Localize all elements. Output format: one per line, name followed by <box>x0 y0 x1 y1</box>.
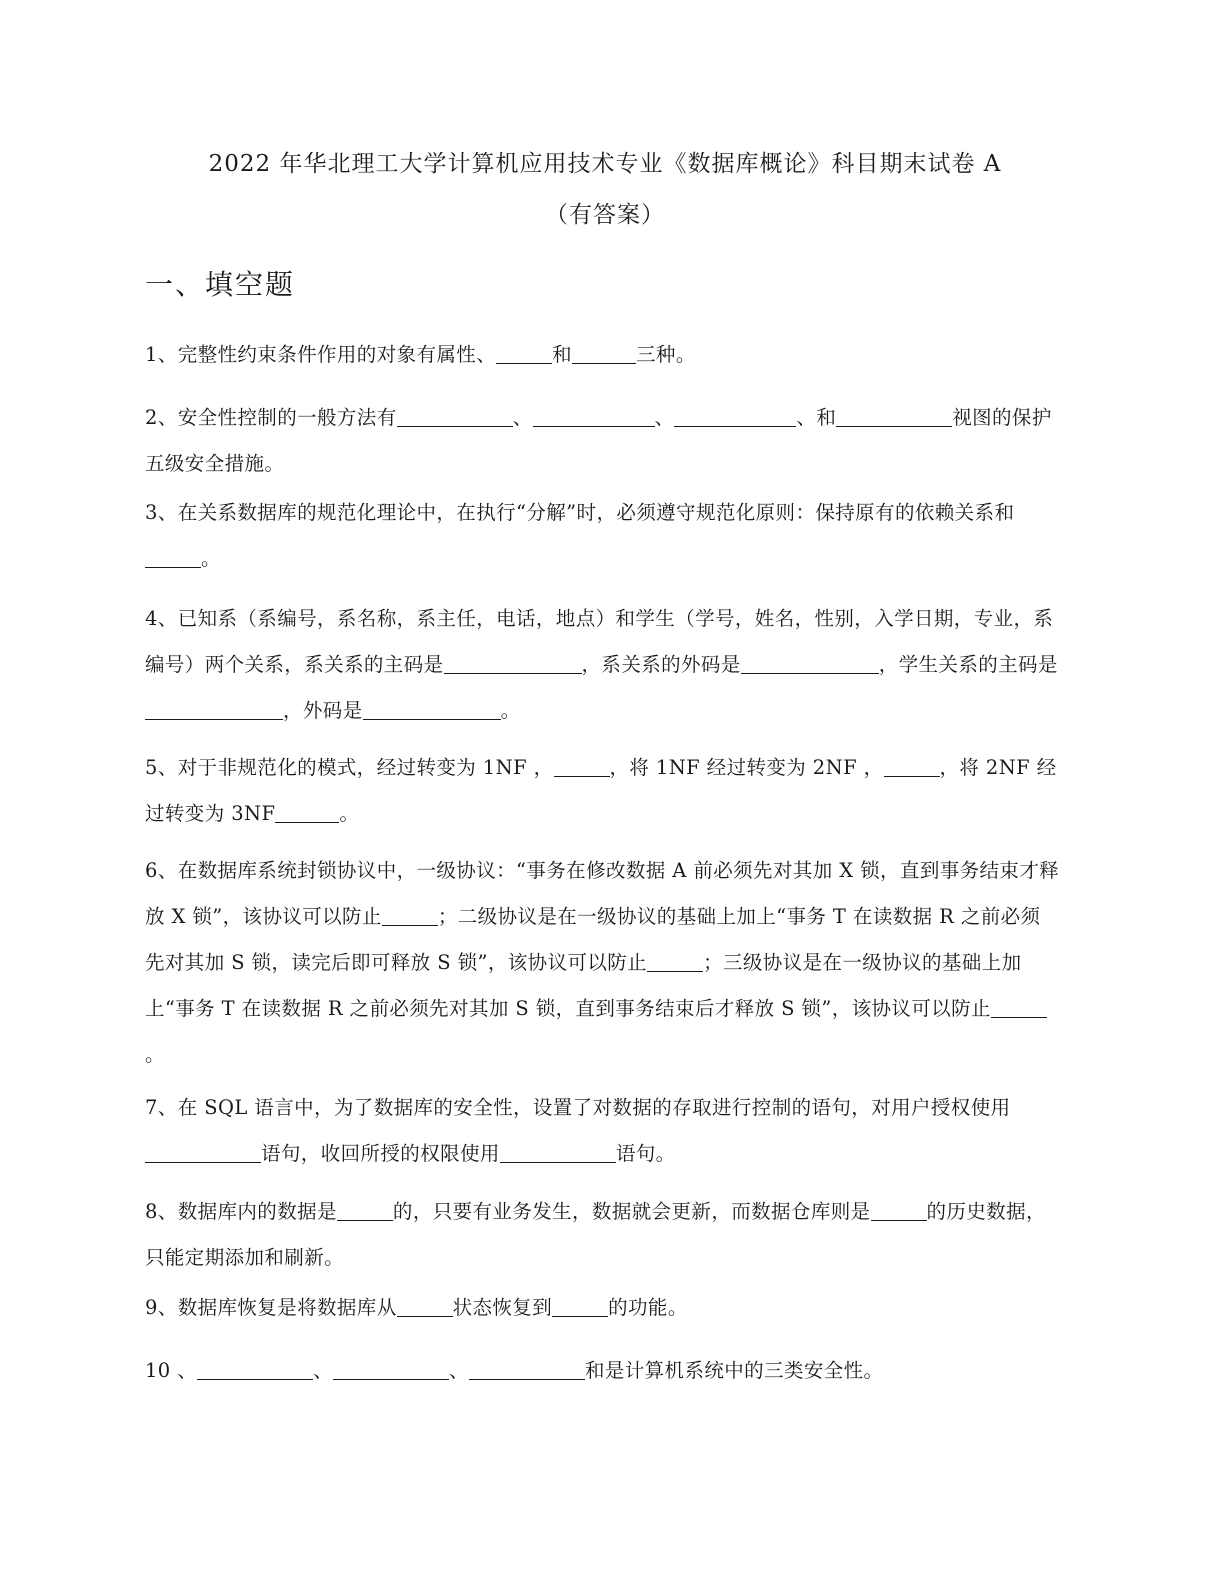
question-8 <box>145 1189 1060 1281</box>
question-6 <box>145 848 1060 1078</box>
answer-blank <box>533 404 655 427</box>
question-7 <box>145 1085 1060 1177</box>
question-7-text: 语句。 <box>615 1142 676 1165</box>
answer-blank <box>397 404 513 427</box>
question-10-text: 10 、 <box>145 1359 198 1382</box>
question-1-text: 1、完整性约束条件作用的对象有属性、 <box>145 343 497 366</box>
question-6-text: 6、在数据库系统封锁协议中，一级协议：“事务在修改数据 A 前必须先对其加 X 锁，直到事务结束才释放 X 锁”，该协议可以防止 <box>145 859 1060 928</box>
question-9-text: 的功能。 <box>608 1296 688 1319</box>
question-6-text: ；二级协议是在一级协议的基础上加上“事务 T 在读数据 R 之前必须先对其加 S 锁，读完后即可释放 S 锁”，该协议可以防止 <box>145 905 1041 974</box>
question-5-text: 。 <box>339 802 360 825</box>
question-8-text: 8、数据库内的数据是 <box>145 1200 337 1223</box>
answer-blank <box>674 404 796 427</box>
question-4 <box>145 596 1060 734</box>
question-2-text: 、 <box>512 406 533 429</box>
answer-blank <box>145 1140 261 1163</box>
question-10-text: 、 <box>313 1359 334 1382</box>
question-9 <box>145 1285 1060 1331</box>
question-3-text: 3、在关系数据库的规范化理论中，在执行“分解”时，必须遵守规范化原则：保持原有的依赖关系和 <box>145 501 1015 524</box>
question-6-text: ；三级协议是在一级协议的基础上加上“事务 T 在读数据 R 之前必须先对其加 S 锁，直到事务结束后才释放 S 锁”，该协议可以防止 <box>145 951 1022 1020</box>
question-10 <box>145 1348 1060 1394</box>
answer-blank <box>554 754 610 777</box>
answer-blank <box>397 1294 453 1317</box>
question-8-text: 的历史数据，只能定期添加和刷新。 <box>145 1200 1046 1269</box>
answer-blank <box>741 651 879 674</box>
question-9-text: 状态恢复到 <box>452 1296 553 1319</box>
answer-blank <box>382 903 438 926</box>
question-8-text: 的，只要有业务发生，数据就会更新，而数据仓库则是 <box>392 1200 871 1223</box>
answer-blank <box>647 949 703 972</box>
question-4-text: ，学生关系的主码是 <box>878 653 1058 676</box>
answer-blank <box>469 1357 585 1380</box>
question-2-text: 2、安全性控制的一般方法有 <box>145 406 397 429</box>
answer-blank <box>836 404 952 427</box>
question-5 <box>145 745 1060 837</box>
question-4-text: ，外码是 <box>283 699 363 722</box>
answer-blank <box>496 341 552 364</box>
question-3-text: 。 <box>201 547 221 570</box>
question-5-text: 5、对于非规范化的模式，经过转变为 1NF ， <box>145 756 554 779</box>
answer-blank <box>871 1198 927 1221</box>
question-2-text: 、和 <box>796 406 837 429</box>
answer-blank <box>572 341 636 364</box>
question-3 <box>145 490 1060 582</box>
exam-title: 2022 年华北理工大学计算机应用技术专业《数据库概论》科目期末试卷 A <box>208 151 1002 177</box>
question-5-text: ，将 2NF 经过转变为 3NF <box>145 756 1057 825</box>
answer-blank <box>275 800 339 823</box>
question-2-text: 、 <box>654 406 675 429</box>
answer-blank <box>333 1357 449 1380</box>
question-2 <box>145 395 1060 487</box>
answer-blank <box>884 754 940 777</box>
answer-blank <box>444 651 582 674</box>
question-1-text: 三种。 <box>636 343 696 366</box>
answer-blank <box>552 1294 608 1317</box>
question-4-text: ，系关系的外码是 <box>581 653 741 676</box>
answer-blank <box>500 1140 616 1163</box>
answer-blank <box>145 697 283 720</box>
question-1 <box>145 332 1060 378</box>
question-6-text: 。 <box>145 1043 165 1066</box>
answer-blank <box>337 1198 393 1221</box>
question-9-text: 9、数据库恢复是将数据库从 <box>145 1296 397 1319</box>
question-4-text: 4、已知系（系编号，系名称，系主任，电话，地点）和学生（学号，姓名，性别，入学日期，专业，系编号）两个关系，系关系的主码是 <box>145 607 1054 676</box>
question-7-text: 语句，收回所授的权限使用 <box>261 1142 500 1165</box>
answer-blank <box>991 995 1047 1018</box>
section-heading: 一、填空题 <box>145 268 296 301</box>
question-7-text: 7、在 SQL 语言中，为了数据库的安全性，设置了对数据的存取进行控制的语句，对用户授权使用 <box>145 1096 1011 1119</box>
question-10-text: 和是计算机系统中的三类安全性。 <box>584 1359 884 1382</box>
exam-subtitle: （有答案） <box>545 202 665 228</box>
question-4-text: 。 <box>500 699 521 722</box>
question-5-text: ，将 1NF 经过转变为 2NF ， <box>609 756 884 779</box>
question-10-text: 、 <box>449 1359 469 1382</box>
answer-blank <box>197 1357 313 1380</box>
question-2-text: 视图的保护五级安全措施。 <box>145 406 1052 475</box>
answer-blank <box>145 545 201 568</box>
question-1-text: 和 <box>552 343 573 366</box>
answer-blank <box>363 697 501 720</box>
